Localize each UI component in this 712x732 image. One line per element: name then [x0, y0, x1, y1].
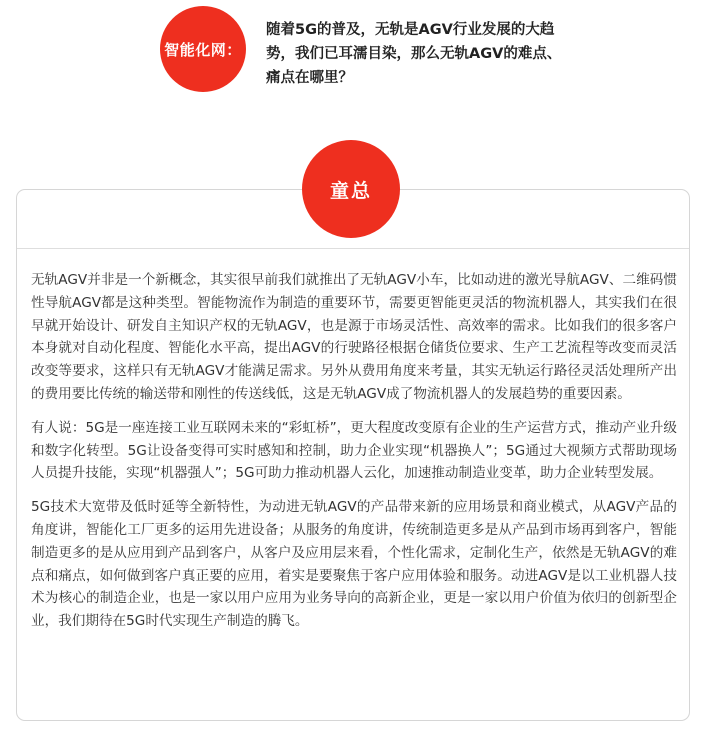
question-badge — [160, 6, 246, 92]
answer-paragraph-1: 无轨AGV并非是一个新概念，其实很早前我们就推出了无轨AGV小车，比如动进的激光导航AGV、二维码惯性导航AGV都是这种类型。智能物流作为制造的重要环节，需要更智能更灵活的物流机器人，其实我们在很早就开始设计、研发自主知识产权的无轨AGV，也是源于市场灵活性、高效率的需求。比如我们的很多客户本身就对自动化程度、智能化水平高，提出AGV的行驶路径根据仓储货位要求、生产工艺流程等改变而灵活改变等要求，这样只有无轨AGV才能满足需求。另外从费用角度来考量，其实无轨运行路径灵活处理所产出的费用要比传统的输送带和刚性的传送线低，这是无轨AGV成了物流机器人的发展趋势的重要因素。 — [31, 272, 677, 402]
speaker-badge — [302, 140, 400, 238]
question-badge-label: 智能化网： — [164, 40, 242, 59]
answer-body — [31, 269, 677, 644]
question-text: 随着5G的普及，无轨是AGV行业发展的大趋势，我们已耳濡目染，那么无轨AGV的难点、痛点在哪里？ — [266, 22, 562, 86]
answer-paragraph-3: 5G技术大宽带及低时延等全新特性，为动进无轨AGV的产品带来新的应用场景和商业模式，从AGV产品的角度讲，智能化工厂更多的运用先进设备；从服务的角度讲，传统制造更多是从产品到市场再到客户，智能制造更多的是从应用到产品到客户，从客户及应用层来看，个性化需求，定制化生产，依然是无轨AGV的难点和痛点，如何做到客户真正要的应用，着实是要聚焦于客户应用体验和服务。动进AGV是以工业机器人技术为核心的制造企业，也是一家以用户应用为业务导向的高新企业，更是一家以用户价值为依归的创新型企业，我们期待在5G时代实现生产制造的腾飞。 — [31, 499, 677, 630]
answer-paragraph-2: 有人说：5G是一座连接工业互联网未来的“彩虹桥”，更大程度改变原有企业的生产运营方式，推动产业升级和数字化转型。5G让设备变得可实时感知和控制，助力企业实现“机器换人”；5G通过大视频方式帮助现场人员提升技能，实现“机器强人”；5G可助力推动机器人云化，加速推动制造业变革，助力企业转型发展。 — [31, 419, 677, 482]
card-divider — [17, 248, 689, 249]
speaker-name: 童总 — [329, 179, 372, 202]
